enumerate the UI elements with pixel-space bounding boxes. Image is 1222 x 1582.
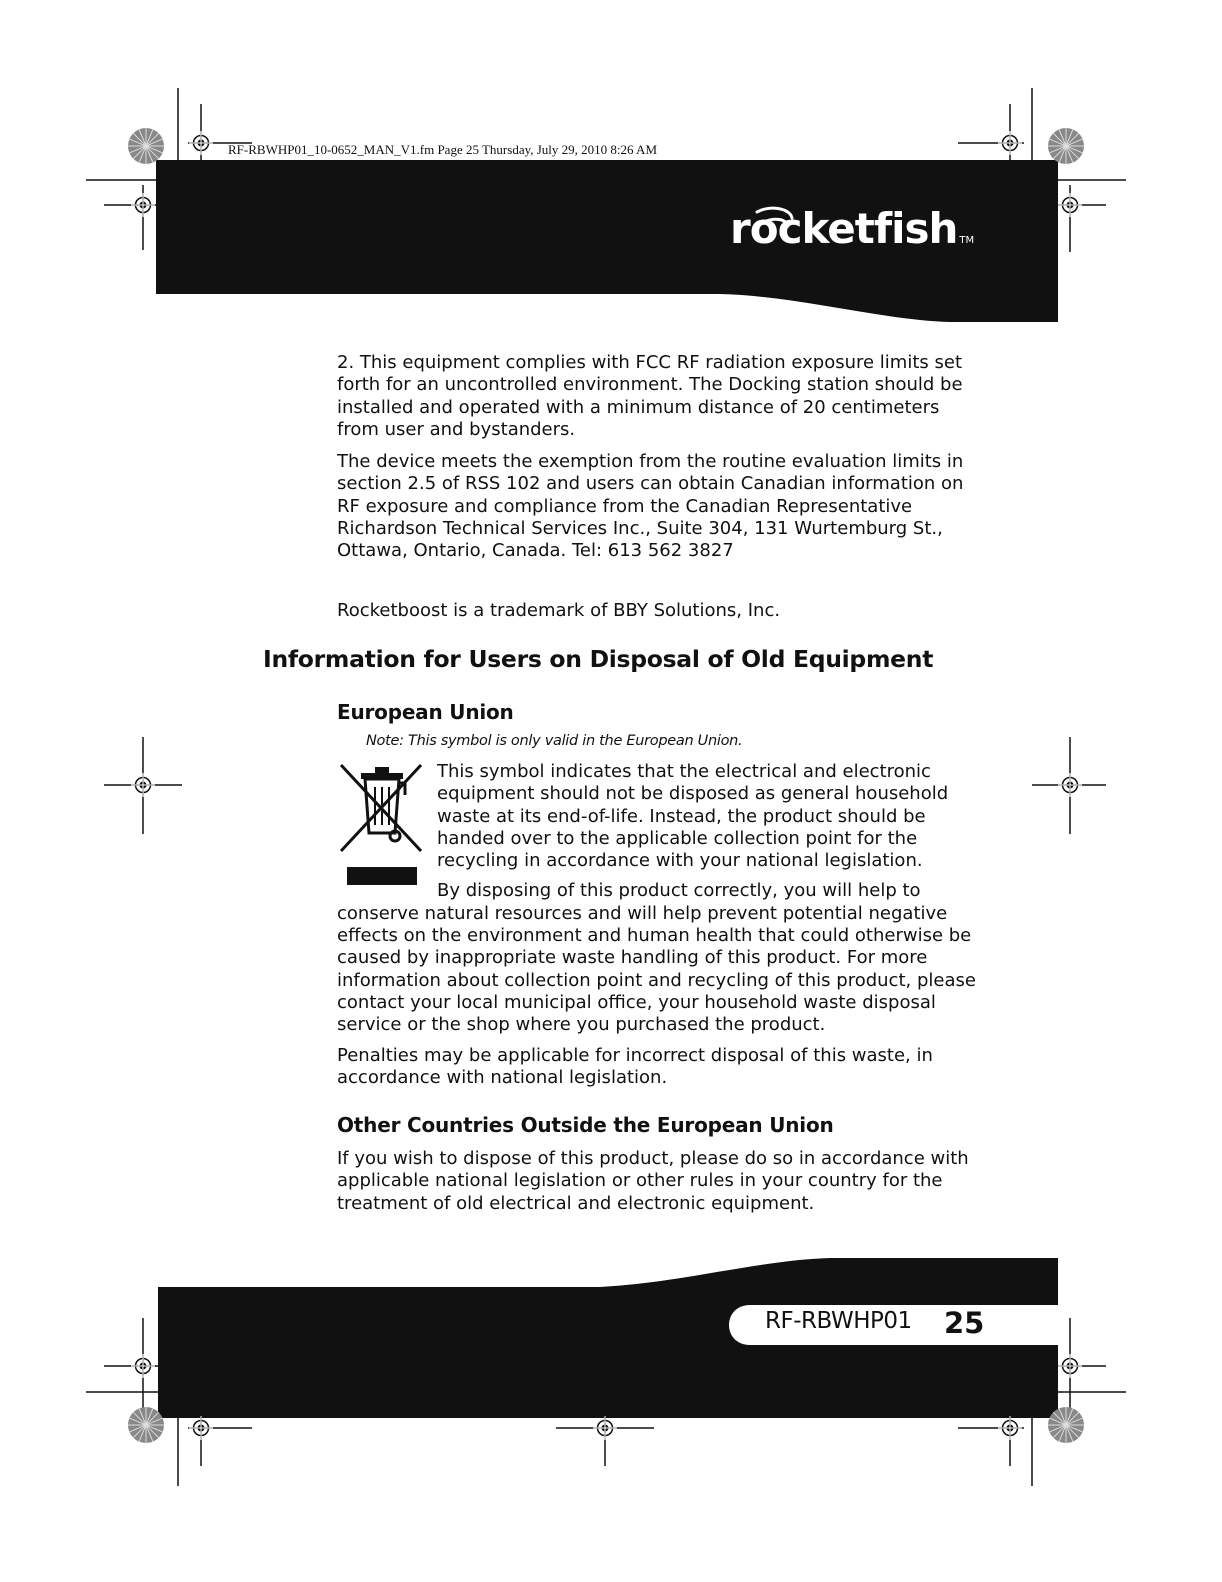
print-header: RF-RBWHP01_10-0652_MAN_V1.fm Page 25 Thursday, July 29, 2010 8:26 AM: [228, 142, 658, 157]
other-countries-paragraph: If you wish to dispose of this product, please do so in accordance with applicable national legislation or other rules in your country for the treatment of old electrical and electronic equipment.: [337, 1148, 969, 1214]
logo-trademark: TM: [959, 235, 975, 246]
logo-wordmark: rocketfish: [730, 204, 958, 253]
disposal-heading: Information for Users on Disposal of Old Equipment: [263, 645, 934, 673]
eu-penalties-paragraph: Penalties may be applicable for incorrect disposal of this waste, in accordance with national legislation.: [337, 1044, 933, 1088]
footer-model-number: RF-RBWHP01: [765, 1308, 912, 1334]
eu-symbol-paragraph: This symbol indicates that the electrical and electronic equipment should not be disposed as general household waste at its end-of-life. Instead, the product should be handed over to the applicable collection point for the recycling in accordance with your national legislation.: [437, 761, 949, 872]
rss-paragraph: The device meets the exemption from the routine evaluation limits in section 2.5 of RSS 102 and users can obtain Canadian information on RF exposure and compliance from the Canadian Representative Richardson Technical Services Inc., Suite 304, 131 Wurtemburg St., Ottawa, Ontario, Canada. Tel: 613 562 3827: [337, 451, 964, 562]
eu-dispose-paragraph: By disposing of this product correctly, you will help to conserve natural resources and will help prevent potential negative effects on the environment and human health that could otherwise be caused by inappropriate waste handling of this product. For more information about collection point and recycling of this product, please contact your local municipal office, your household waste disposal service or the shop where you purchased the product.: [337, 880, 976, 1036]
page-number: 25: [944, 1306, 985, 1340]
crossed-out-wheelie-bin-icon: [337, 761, 437, 889]
other-countries-heading: Other Countries Outside the European Union: [337, 1113, 834, 1137]
rocketfish-logo: [730, 204, 974, 253]
eu-heading: European Union: [337, 700, 514, 724]
eu-symbol-block: [337, 761, 982, 1089]
fcc-paragraph: 2. This equipment complies with FCC RF radiation exposure limits set forth for an uncontrolled environment. The Docking station should be installed and operated with a minimum distance of 20 centimeters from user and bystanders.: [337, 352, 963, 440]
eu-note: Note: This symbol is only valid in the European Union.: [366, 733, 743, 749]
trademark-note: Rocketboost is a trademark of BBY Solutions, Inc.: [337, 600, 781, 621]
